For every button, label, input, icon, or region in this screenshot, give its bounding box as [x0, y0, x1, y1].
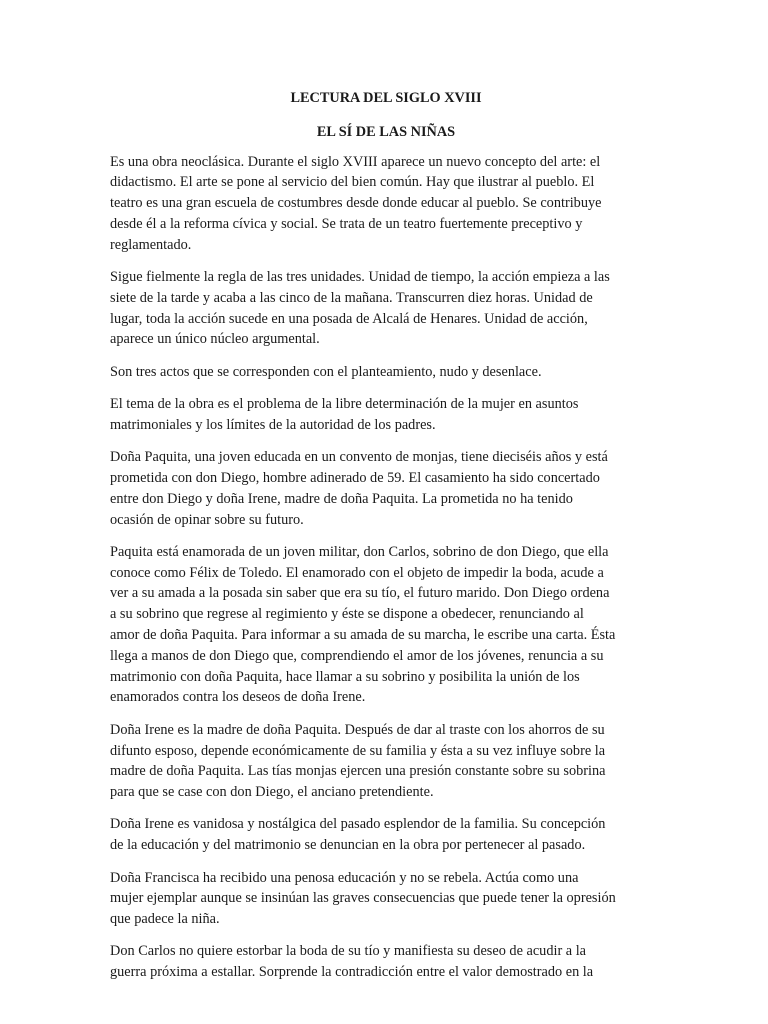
text-line: a su sobrino que regrese al regimiento y éste se dispone a obedecer, renunciando al: [110, 606, 584, 623]
text-line: reglamentado.: [110, 236, 192, 253]
text-line: Sigue fielmente la regla de las tres unidades. Unidad de tiempo, la acción empieza a las: [110, 269, 610, 286]
paragraph: [110, 362, 662, 383]
paragraph: [110, 720, 662, 803]
text-line: Doña Irene es vanidosa y nostálgica del pasado esplendor de la familia. Su concepción: [110, 816, 606, 833]
text-line: didactismo. El arte se pone al servicio del bien común. Hay que ilustrar al pueblo. El: [110, 174, 595, 191]
paragraph: [110, 267, 662, 350]
text-line: para que se case con don Diego, el anciano pretendiente.: [110, 784, 434, 801]
text-line: siete de la tarde y acaba a las cinco de la mañana. Transcurren diez horas. Unidad de: [110, 289, 593, 306]
paragraph: [110, 152, 662, 256]
paragraph-list: [110, 152, 662, 983]
text-line: llega a manos de don Diego que, comprendiendo el amor de los jóvenes, renuncia a su: [110, 647, 604, 664]
paragraph: [110, 394, 662, 436]
text-line: matrimonio con doña Paquita, hace llamar a su sobrino y posibilita la unión de los: [110, 668, 580, 685]
text-line: Es una obra neoclásica. Durante el siglo XVIII aparece un nuevo concepto del arte: el: [110, 153, 601, 170]
paragraph: [110, 814, 662, 856]
text-line: amor de doña Paquita. Para informar a su amada de su marcha, le escribe una carta. Ésta: [110, 627, 616, 644]
text-line: prometida con don Diego, hombre adinerado de 59. El casamiento ha sido concertado: [110, 469, 600, 486]
text-line: madre de doña Paquita. Las tías monjas ejercen una presión constante sobre su sobrina: [110, 763, 606, 780]
text-line: Don Carlos no quiere estorbar la boda de su tío y manifiesta su deseo de acudir a la: [110, 943, 587, 960]
text-line: teatro es una gran escuela de costumbres desde donde educar al pueblo. Se contribuye: [110, 195, 602, 212]
text-line: de la educación y del matrimonio se denuncian en la obra por pertenecer al pasado.: [110, 837, 586, 854]
text-line: guerra próxima a estallar. Sorprende la contradicción entre el valor demostrado en la: [110, 964, 594, 981]
text-line: Paquita está enamorada de un joven militar, don Carlos, sobrino de don Diego, que ella: [110, 543, 609, 560]
text-line: desde él a la reforma cívica y social. Se trata de un teatro fuertemente preceptivo y: [110, 215, 583, 232]
text-line: ver a su amada a la posada sin saber que era su tío, el futuro marido. Don Diego ordena: [110, 585, 610, 602]
paragraph: [110, 868, 662, 930]
paragraph: [110, 542, 662, 708]
document-body: [110, 88, 662, 994]
text-line: ocasión de opinar sobre su futuro.: [110, 511, 304, 528]
text-line: mujer ejemplar aunque se insinúan las graves consecuencias que puede tener la opresión: [110, 890, 616, 907]
text-line: difunto esposo, depende económicamente de su familia y ésta a su vez influye sobre la: [110, 742, 606, 759]
text-line: Doña Irene es la madre de doña Paquita. Después de dar al traste con los ahorros de su: [110, 721, 605, 738]
text-line: El tema de la obra es el problema de la libre determinación de la mujer en asuntos: [110, 396, 579, 413]
paragraph: [110, 447, 662, 530]
text-line: matrimoniales y los límites de la autoridad de los padres.: [110, 416, 436, 433]
text-line: enamorados contra los deseos de doña Irene.: [110, 689, 366, 706]
text-line: Doña Francisca ha recibido una penosa educación y no se rebela. Actúa como una: [110, 869, 579, 886]
text-line: entre don Diego y doña Irene, madre de doña Paquita. La prometida no ha tenido: [110, 490, 573, 507]
text-line: Doña Paquita, una joven educada en un convento de monjas, tiene dieciséis años y está: [110, 449, 608, 466]
text-line: conoce como Félix de Toledo. El enamorado con el objeto de impedir la boda, acude a: [110, 564, 604, 581]
text-line: aparece un único núcleo argumental.: [110, 331, 320, 348]
text-line: que padece la niña.: [110, 911, 220, 928]
document-subtitle: EL SÍ DE LAS NIÑAS: [316, 123, 456, 140]
paragraph: [110, 941, 662, 983]
document-title: LECTURA DEL SIGLO XVIII: [290, 90, 482, 106]
text-line: lugar, toda la acción sucede en una posada de Alcalá de Henares. Unidad de acción,: [110, 310, 588, 327]
text-line: Son tres actos que se corresponden con el planteamiento, nudo y desenlace.: [110, 363, 542, 380]
